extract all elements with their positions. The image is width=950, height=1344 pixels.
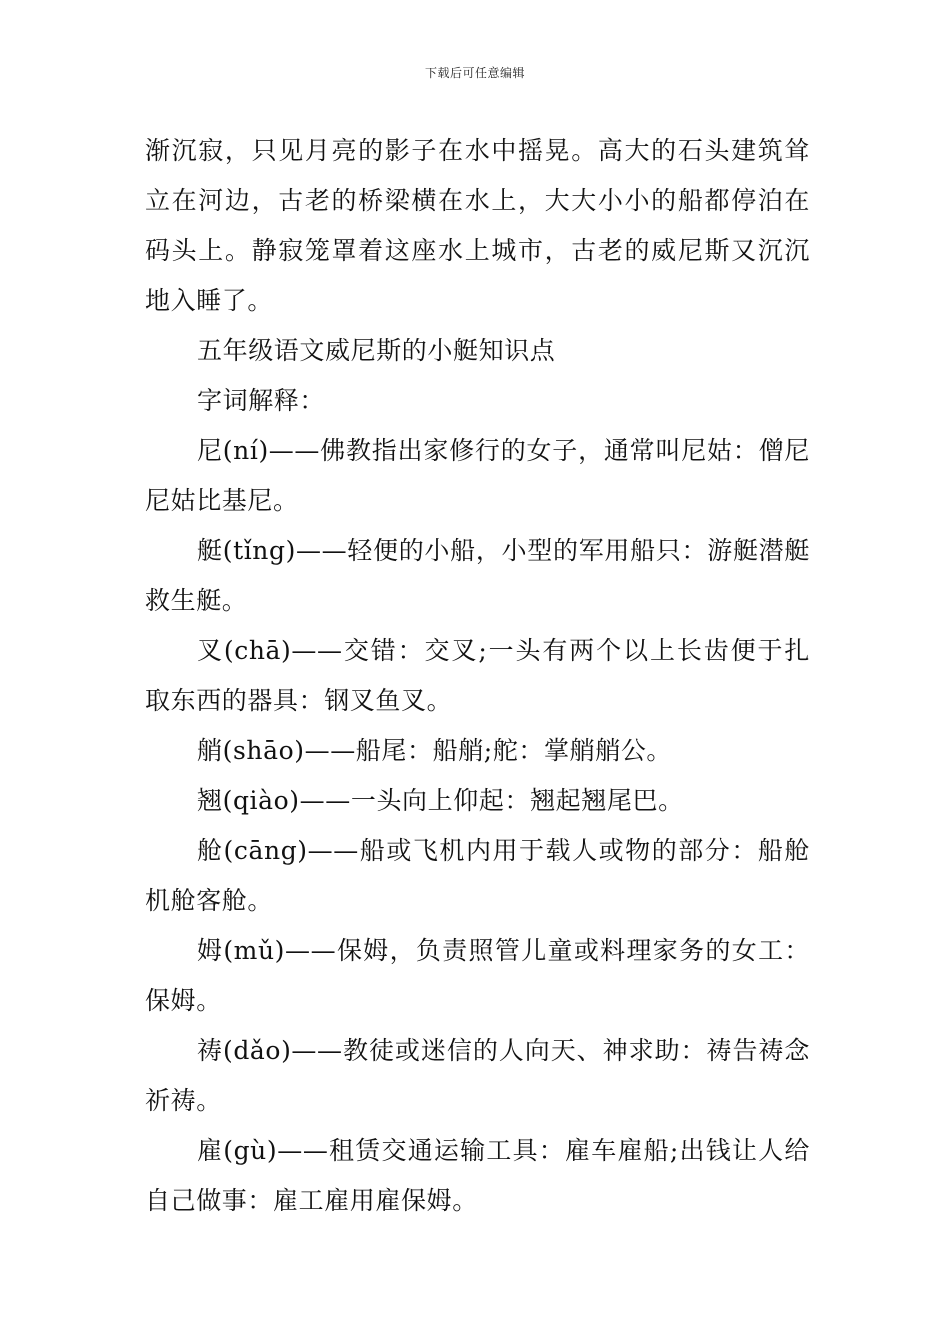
definition-entry: 姆(mǔ)——保姆，负责照管儿童或料理家务的女工：保姆。 — [145, 936, 810, 1015]
paragraph-continuation: 渐沉寂，只见月亮的影子在水中摇晃。高大的石头建筑耸立在河边，古老的桥梁横在水上，大大小小的船都停泊在码头上。静寂笼罩着这座水上城市，古老的威尼斯又沉沉地入睡了。 — [145, 136, 810, 315]
definition-entry: 尼(ní)——佛教指出家修行的女子，通常叫尼姑：僧尼尼姑比基尼。 — [145, 436, 810, 515]
definition-entry: 祷(dǎo)——教徒或迷信的人向天、神求助：祷告祷念祈祷。 — [145, 1036, 810, 1115]
definition-entry: 艄(shāo)——船尾：船艄;舵：掌艄艄公。 — [197, 736, 673, 765]
definition-entry: 舱(cāng)——船或飞机内用于载人或物的部分：船舱机舱客舱。 — [145, 836, 810, 915]
definition-entry: 艇(tǐng)——轻便的小船，小型的军用船只：游艇潜艇救生艇。 — [145, 536, 810, 615]
definition-entry: 叉(chā)——交错：交叉;一头有两个以上长齿便于扎取东西的器具：钢叉鱼叉。 — [145, 636, 810, 715]
page-header: 下载后可任意编辑 — [424, 66, 525, 80]
definition-entry: 翘(qiào)——一头向上仰起：翘起翘尾巴。 — [197, 786, 684, 815]
subsection-label: 字词解释： — [197, 386, 326, 415]
definition-entry: 雇(gù)——租赁交通运输工具：雇车雇船;出钱让人给自己做事：雇工雇用雇保姆。 — [145, 1136, 810, 1215]
document-body — [145, 126, 810, 1226]
section-title: 五年级语文威尼斯的小艇知识点 — [197, 336, 556, 365]
